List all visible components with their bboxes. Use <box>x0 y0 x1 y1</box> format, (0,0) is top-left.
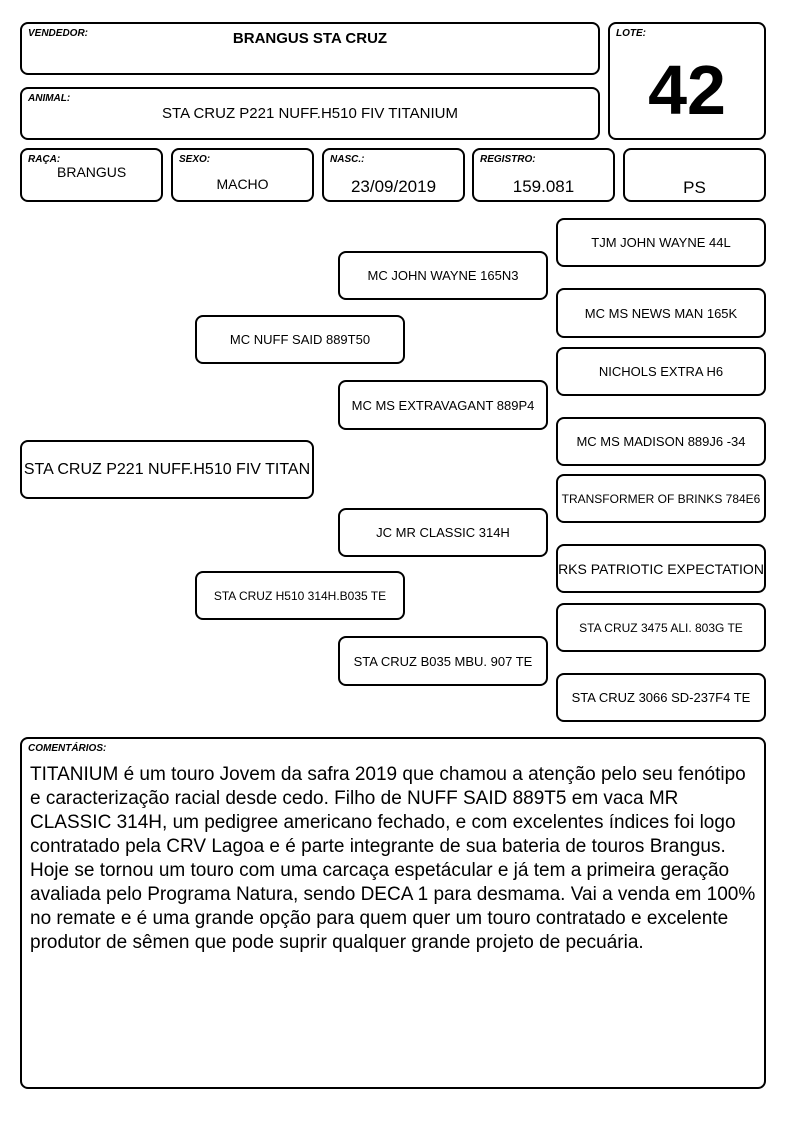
pedigree-great-grandparent-5: TRANSFORMER OF BRINKS 784E6 <box>556 474 766 523</box>
registro-label: REGISTRO: <box>480 154 536 165</box>
animal-box <box>20 87 600 140</box>
pedigree-maternal-grandsire: JC MR CLASSIC 314H <box>338 508 548 557</box>
nasc-value: 23/09/2019 <box>350 177 437 196</box>
pedigree-paternal-granddam: MC MS EXTRAVAGANT 889P4 <box>338 380 548 430</box>
pedigree-great-grandparent-6: RKS PATRIOTIC EXPECTATION <box>556 544 766 593</box>
registro-box <box>472 148 615 202</box>
categoria-box <box>623 148 766 202</box>
comentarios-text: TITANIUM é um touro Jovem da safra 2019 que chamou a atenção pelo seu fenótipo e caracterização racial desde cedo. Filho de NUFF SAID 889T5 em vaca MR CLASSIC 314H, um pedigree americano fechado, e com excelentes índices foi logo contratado pela CRV Lagoa e é parte integrante de sua bateria de touros Brangus. Hoje se tornou um touro com uma carcaça espetácular e já tem a primeira geração avaliada pelo Programa Natura, sendo DECA 1 para desmama. Vai a venda em 100% no remate e é uma grande opção para quem quer um touro contratado e excelente produtor de sêmen que pode suprir qualquer grande projeto de pecuária. <box>30 764 756 953</box>
lote-number: 42 <box>648 51 726 129</box>
lote-label: LOTE: <box>616 28 646 39</box>
nasc-box <box>322 148 465 202</box>
pedigree-dam: STA CRUZ H510 314H.B035 TE <box>195 571 405 620</box>
vendedor-box <box>20 22 600 75</box>
registro-value: 159.081 <box>512 177 575 196</box>
raca-label: RAÇA: <box>28 154 61 165</box>
vendedor-label: VENDEDOR: <box>28 28 89 39</box>
sexo-box <box>171 148 314 202</box>
animal-label: ANIMAL: <box>28 93 71 104</box>
pedigree-sire: MC NUFF SAID 889T50 <box>195 315 405 364</box>
pedigree-maternal-granddam: STA CRUZ B035 MBU. 907 TE <box>338 636 548 686</box>
comentarios-box <box>20 737 766 1089</box>
pedigree-animal: STA CRUZ P221 NUFF.H510 FIV TITAN <box>20 440 314 499</box>
categoria-value: PS <box>683 178 706 197</box>
sexo-label: SEXO: <box>179 154 211 165</box>
nasc-label: NASC.: <box>330 154 365 165</box>
raca-box <box>20 148 163 202</box>
raca-value: BRANGUS <box>57 164 127 180</box>
pedigree-great-grandparent-1: TJM JOHN WAYNE 44L <box>556 218 766 267</box>
pedigree-great-grandparent-3: NICHOLS EXTRA H6 <box>556 347 766 396</box>
sexo-value: MACHO <box>216 176 269 192</box>
pedigree-great-grandparent-4: MC MS MADISON 889J6 -34 <box>556 417 766 466</box>
comentarios-label: COMENTÁRIOS: <box>28 743 107 754</box>
lote-box <box>608 22 766 140</box>
pedigree-great-grandparent-8: STA CRUZ 3066 SD-237F4 TE <box>556 673 766 722</box>
pedigree-paternal-grandsire: MC JOHN WAYNE 165N3 <box>338 251 548 300</box>
vendedor-value: BRANGUS STA CRUZ <box>232 30 388 47</box>
pedigree-great-grandparent-2: MC MS NEWS MAN 165K <box>556 288 766 338</box>
pedigree-great-grandparent-7: STA CRUZ 3475 ALI. 803G TE <box>556 603 766 652</box>
animal-value: STA CRUZ P221 NUFF.H510 FIV TITANIUM <box>162 105 458 122</box>
